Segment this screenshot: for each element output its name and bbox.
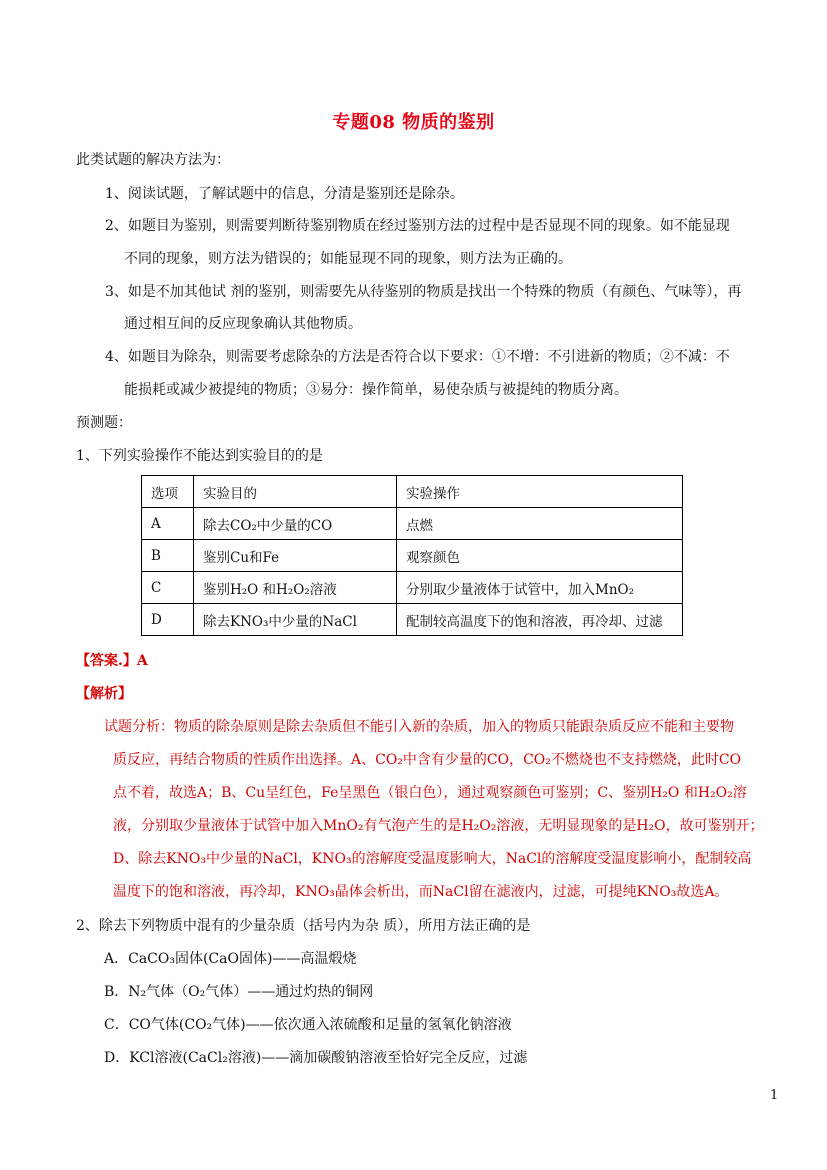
analysis-line: 温度下的饱和溶液，再冷却，KNO₃晶体会析出，而NaCl留在滤液内，过滤，可提纯KNO₃故选A。: [113, 884, 729, 900]
table-header-row: [142, 476, 683, 508]
tip-3-line-1: 3、如是不加其他试 剂的鉴别，则需要先从待鉴别的物质是找出一个特殊的物质（有颜色、气味等），再: [105, 284, 742, 300]
method-heading: 此类试题的解决方法为：: [76, 152, 230, 168]
row-option: C: [142, 572, 194, 604]
tip-2-line-2: 不同的现象，则方法为错误的；如能显现不同的现象，则方法为正确的。: [124, 251, 572, 267]
tip-3-line-2: 通过相互间的反应现象确认其他物质。: [124, 316, 362, 332]
header-operation: 实验操作: [397, 476, 683, 508]
question-2-option-c: C．CO气体(CO₂气体)——依次通入浓硫酸和足量的氢氧化钠溶液: [104, 1017, 512, 1033]
question-2-option-b: B．N₂气体（O₂气体）——通过灼热的铜网: [104, 984, 374, 1000]
row-operation: 观察颜色: [397, 540, 683, 572]
analysis-line: 点不着，故选A；B、Cu呈红色，Fe呈黑色（银白色），通过观察颜色可鉴别；C、鉴别H₂O 和H₂O₂溶: [113, 785, 747, 801]
predict-label: 预测题：: [76, 415, 132, 431]
table-row: [142, 604, 683, 636]
page-number: 1: [770, 1088, 779, 1103]
header-purpose: 实验目的: [194, 476, 397, 508]
table-row: [142, 508, 683, 540]
tip-1: 1、阅读试题，了解试题中的信息，分清是鉴别还是除杂。: [105, 186, 464, 202]
analysis-line: 液，分别取少量液体于试管中加入MnO₂有气泡产生的是H₂O₂溶液，无明显现象的是H₂O，故可鉴别开；: [113, 818, 764, 834]
table-row: [142, 572, 683, 604]
row-option: B: [142, 540, 194, 572]
row-option: A: [142, 508, 194, 540]
table-row: [142, 540, 683, 572]
analysis-line: 试题分析：物质的除杂原则是除去杂质但不能引入新的杂质，加入的物质只能跟杂质反应不能和主要物: [104, 719, 734, 735]
tip-4-line-2: 能损耗或减少被提纯的物质；③易分：操作简单，易使杂质与被提纯的物质分离。: [124, 382, 628, 398]
tip-4-line-1: 4、如题目为除杂，则需要考虑除杂的方法是否符合以下要求：①不增：不引进新的物质；②不减：不: [105, 349, 730, 365]
question-2-stem: 2、除去下列物质中混有的少量杂质（括号内为杂 质），所用方法正确的是: [76, 918, 531, 934]
header-option: 选项: [142, 476, 194, 508]
row-operation: 配制较高温度下的饱和溶液，再冷却、过滤: [397, 604, 683, 636]
row-purpose: 鉴别Cu和Fe: [194, 540, 397, 572]
question-2-option-d: D．KCl溶液(CaCl₂溶液)——滴加碳酸钠溶液至恰好完全反应，过滤: [104, 1050, 528, 1066]
question-1-stem: 1、下列实验操作不能达到实验目的的是: [76, 448, 323, 464]
row-operation: 点燃: [397, 508, 683, 540]
analysis-label: 【解析】: [76, 686, 132, 702]
question-1-table: [141, 475, 683, 636]
tip-2-line-1: 2、如题目为鉴别，则需要判断待鉴别物质在经过鉴别方法的过程中是否显现不同的现象。如不能显现: [105, 218, 730, 234]
row-purpose: 除去CO₂中少量的CO: [194, 508, 397, 540]
analysis-line: 质反应，再结合物质的性质作出选择。A、CO₂中含有少量的CO，CO₂不燃烧也不支持燃烧，此时CO: [113, 752, 742, 768]
row-purpose: 鉴别H₂O 和H₂O₂溶液: [194, 572, 397, 604]
analysis-line: D、除去KNO₃中少量的NaCl，KNO₃的溶解度受温度影响大，NaCl的溶解度受温度影响小，配制较高: [113, 851, 752, 867]
question-2-option-a: A．CaCO₃固体(CaO固体)——高温煅烧: [104, 951, 357, 967]
answer-label: 【答案.】A: [76, 653, 148, 669]
row-option: D: [142, 604, 194, 636]
row-operation: 分别取少量液体于试管中，加入MnO₂: [397, 572, 683, 604]
document-title: 专题08 物质的鉴别: [332, 112, 495, 133]
row-purpose: 除去KNO₃中少量的NaCl: [194, 604, 397, 636]
